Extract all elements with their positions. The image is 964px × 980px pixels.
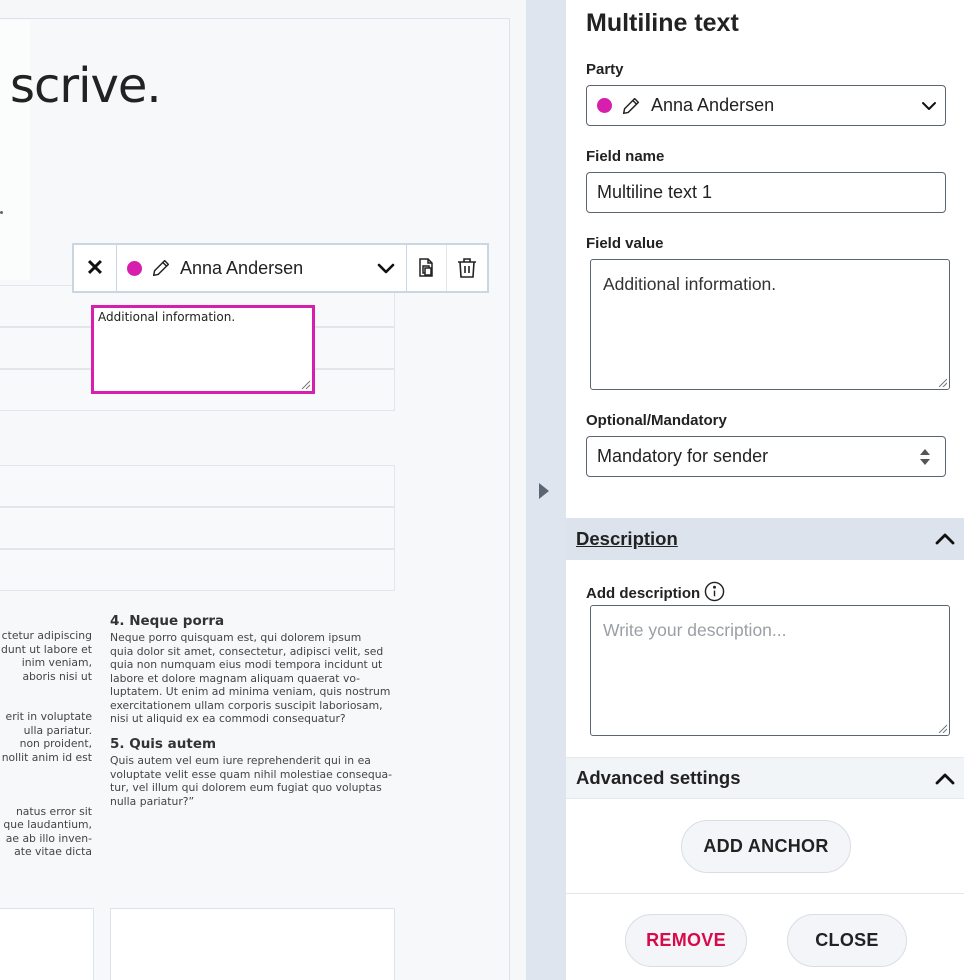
page-mark: [0, 211, 3, 214]
expand-arrow-icon[interactable]: [539, 483, 549, 499]
description-placeholder: Write your description...: [603, 620, 787, 640]
remove-button[interactable]: REMOVE: [625, 914, 747, 967]
trash-icon: [457, 257, 477, 279]
add-anchor-button[interactable]: ADD ANCHOR: [681, 820, 851, 873]
pencil-icon: [150, 257, 172, 279]
field-toolbar: [72, 243, 489, 293]
chevron-down-icon: [376, 259, 396, 279]
text-column-left: ctetur adipiscing dunt ut labore et inim veniam, aboris nisi ut erit in voluptate ulla pariatur. non proident, nollit anim id est natus error sit que laudantium, ae ab illo inven- ate vitae dicta: [1, 629, 92, 858]
section-4-heading: 4. Neque porra: [110, 613, 225, 629]
signature-box: [110, 908, 395, 980]
optional-mandatory-value: Mandatory for sender: [597, 446, 769, 466]
table-row: [0, 507, 395, 549]
table-row: [0, 465, 395, 507]
party-name: Anna Andersen: [180, 257, 304, 278]
party-select[interactable]: [586, 85, 946, 126]
section-5-heading: 5. Quis autem: [110, 736, 217, 752]
optional-mandatory-label: Optional/Mandatory: [586, 412, 727, 429]
field-settings-panel: [566, 0, 964, 980]
chevron-up-icon: [934, 530, 956, 546]
divider: [566, 893, 964, 894]
field-value-label: Field value: [586, 235, 664, 252]
delete-button[interactable]: [447, 245, 487, 291]
advanced-settings-header[interactable]: [566, 757, 964, 799]
field-box-text: Additional information.: [98, 310, 236, 324]
party-color-dot: [597, 98, 612, 113]
resize-grip-icon[interactable]: [937, 377, 947, 387]
party-color-dot: [127, 261, 142, 276]
close-icon[interactable]: ✕: [74, 245, 117, 291]
panel-splitter[interactable]: [526, 0, 566, 980]
section-4: 4. Neque porra Neque porro quisquam est, qui dolorem ipsum quia dolor sit amet, consectetur, adipisci velit, sed quia non numquam eius modi tempora incidunt ut labore et dolore magnam aliquam quaerat vo- luptatem. Ut enim ad minima veniam, quis nostrum exercitationem ullam corporis suscipit laboriosam, nisi ut aliquid ex ea commodi consequatur?: [110, 613, 410, 726]
add-description-label: Add description: [586, 581, 725, 602]
table-row: [0, 549, 395, 591]
updown-arrows-icon: [919, 448, 931, 466]
party-dropdown[interactable]: [117, 245, 407, 291]
resize-grip-icon[interactable]: [300, 379, 310, 389]
description-textarea[interactable]: [590, 605, 950, 736]
panel-title: Multiline text: [586, 9, 739, 37]
duplicate-button[interactable]: [407, 245, 447, 291]
optional-mandatory-select[interactable]: [586, 436, 946, 477]
signature-box: [0, 908, 94, 980]
field-name-input[interactable]: Multiline text 1: [586, 172, 946, 213]
field-value-textarea[interactable]: [590, 259, 950, 390]
party-select-value: Anna Andersen: [651, 95, 775, 115]
advanced-settings-label: Advanced settings: [576, 767, 741, 788]
duplicate-icon: [417, 257, 437, 279]
chevron-up-icon: [934, 770, 956, 786]
resize-grip-icon[interactable]: [937, 723, 947, 733]
info-icon[interactable]: [704, 581, 725, 602]
chevron-down-icon: [921, 99, 937, 113]
close-button[interactable]: CLOSE: [787, 914, 907, 967]
pencil-icon: [620, 95, 642, 117]
description-header-label: Description: [576, 528, 678, 549]
section-5: 5. Quis autem Quis autem vel eum iure reprehenderit qui in ea voluptate velit esse quam nihil molestiae consequa- tur, vel illum qui dolorem eum fugiat quo voluptas nulla pariatur?”: [110, 736, 410, 808]
multiline-text-field[interactable]: [91, 305, 315, 394]
description-section-header[interactable]: [566, 518, 964, 560]
field-name-label: Field name: [586, 148, 665, 165]
party-label: Party: [586, 61, 624, 78]
scrive-logo: scrive.: [10, 58, 161, 114]
field-value-text: Additional information.: [603, 274, 777, 294]
